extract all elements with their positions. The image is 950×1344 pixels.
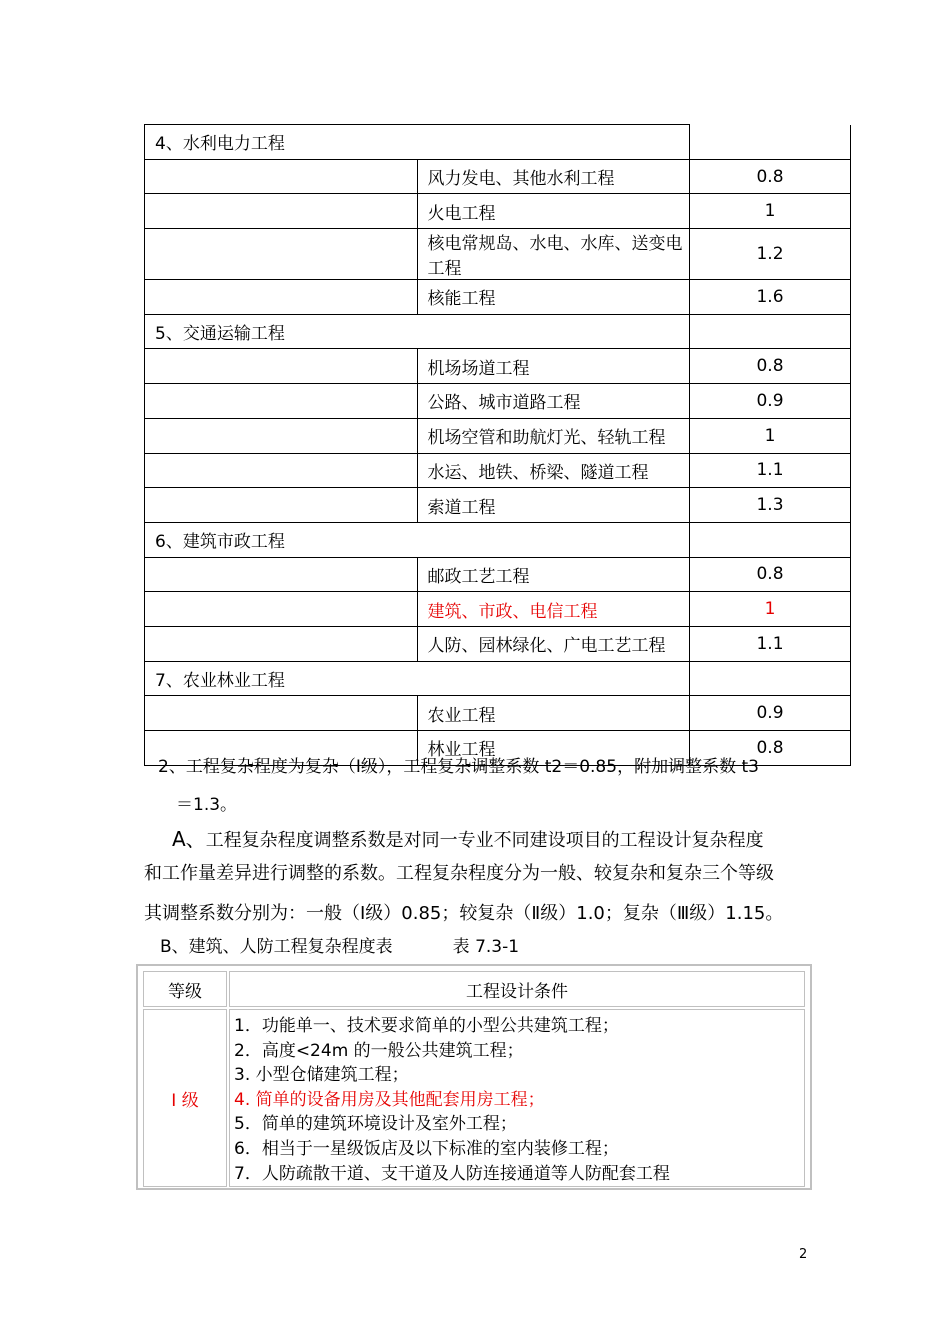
indent-cell [145, 418, 418, 453]
item-row [145, 626, 851, 661]
indent-cell [145, 696, 418, 731]
paragraph-a-marker: A、 [172, 827, 206, 851]
category-label: 6、建筑市政工程 [145, 522, 690, 557]
item-label: 火电工程 [417, 194, 690, 229]
indent-cell [145, 488, 418, 523]
condition-item: 6．相当于一星级饭店及以下标准的室内装修工程； [234, 1138, 619, 1159]
indent-cell [145, 159, 418, 194]
item-row [145, 194, 851, 229]
category-label: 5、交通运输工程 [145, 314, 690, 349]
indent-cell [145, 384, 418, 419]
condition-item: 7．人防疏散干道、支干道及人防连接通道等人防配套工程 [234, 1163, 670, 1184]
condition-item: 3. 小型仓储建筑工程； [234, 1065, 409, 1086]
item-label: 邮政工艺工程 [417, 557, 690, 592]
item-label: 人防、园林绿化、广电工艺工程 [417, 626, 690, 661]
complexity-note-line-2: ＝1.3。 [176, 795, 238, 815]
indent-cell [145, 280, 418, 315]
item-coefficient: 1 [690, 592, 851, 627]
item-label: 索道工程 [417, 488, 690, 523]
item-row [145, 159, 851, 194]
complexity-table [141, 969, 807, 1189]
item-row [145, 229, 851, 280]
item-coefficient: 0.9 [690, 696, 851, 731]
item-coefficient: 0.9 [690, 384, 851, 419]
paragraph-a-line-3: 其调整系数分别为：一般（Ⅰ级）0.85；较复杂（Ⅱ级）1.0；复杂（Ⅲ级）1.15。 [144, 903, 784, 924]
indent-cell [145, 626, 418, 661]
paragraph-a-line-2: 和工作量差异进行调整的系数。工程复杂程度分为一般、较复杂和复杂三个等级 [144, 863, 774, 884]
item-label: 核电常规岛、水电、水库、送变电工程 [417, 229, 690, 280]
item-coefficient: 1 [690, 418, 851, 453]
item-row [145, 418, 851, 453]
category-value-empty [690, 522, 851, 557]
category-value-empty [690, 314, 851, 349]
coefficient-table [144, 124, 851, 766]
indent-cell [145, 229, 418, 280]
item-row [145, 696, 851, 731]
complexity-row-grade-1 [143, 1009, 805, 1187]
item-label: 公路、城市道路工程 [417, 384, 690, 419]
item-label: 建筑、市政、电信工程 [417, 592, 690, 627]
table-number: 表 7.3-1 [452, 937, 520, 957]
paragraph-b-title: B、建筑、人防工程复杂程度表 [160, 937, 393, 957]
item-row [145, 453, 851, 488]
category-label: 4、水利电力工程 [145, 125, 690, 160]
item-coefficient: 0.8 [690, 159, 851, 194]
item-row [145, 384, 851, 419]
category-row [145, 522, 851, 557]
category-row [145, 661, 851, 696]
condition-item: 1．功能单一、技术要求简单的小型公共建筑工程； [234, 1016, 619, 1036]
item-coefficient: 1 [690, 194, 851, 229]
page-number: 2 [799, 1247, 808, 1262]
condition-item: 4. 简单的设备用房及其他配套用房工程； [234, 1089, 545, 1110]
item-row [145, 592, 851, 627]
indent-cell [145, 194, 418, 229]
item-label: 核能工程 [417, 280, 690, 315]
complexity-table-header [143, 971, 805, 1007]
item-row [145, 488, 851, 523]
indent-cell [145, 349, 418, 384]
item-label: 农业工程 [417, 696, 690, 731]
item-coefficient: 1.3 [690, 488, 851, 523]
item-row [145, 557, 851, 592]
indent-cell [145, 453, 418, 488]
category-row [145, 314, 851, 349]
indent-cell [145, 557, 418, 592]
coefficient-table-body [145, 125, 851, 766]
category-value-empty [690, 661, 851, 696]
complexity-table-frame [136, 964, 812, 1190]
paragraph-a-line-1 [172, 823, 764, 852]
conditions-cell [229, 1009, 805, 1187]
category-row [145, 125, 851, 160]
item-label: 机场空管和助航灯光、轻轨工程 [417, 418, 690, 453]
paragraph-b [160, 932, 519, 957]
item-coefficient: 1.6 [690, 280, 851, 315]
item-row [145, 280, 851, 315]
condition-item: 5．简单的建筑环境设计及室外工程； [234, 1114, 517, 1135]
condition-item: 2．高度<24m 的一般公共建筑工程； [234, 1040, 524, 1061]
paragraph-a-text-1: 工程复杂程度调整系数是对同一专业不同建设项目的工程设计复杂程度 [205, 830, 764, 851]
item-label: 林业工程 [417, 731, 690, 766]
item-label: 水运、地铁、桥梁、隧道工程 [417, 453, 690, 488]
item-coefficient: 0.8 [690, 731, 851, 766]
category-label: 7、农业林业工程 [145, 661, 690, 696]
item-label: 机场场道工程 [417, 349, 690, 384]
item-label: 风力发电、其他水利工程 [417, 159, 690, 194]
header-grade: 等级 [143, 971, 227, 1007]
item-coefficient: 0.8 [690, 349, 851, 384]
indent-cell [145, 592, 418, 627]
category-value-empty [690, 125, 851, 160]
item-coefficient: 1.2 [690, 229, 851, 280]
item-coefficient: 1.1 [690, 453, 851, 488]
item-coefficient: 1.1 [690, 626, 851, 661]
header-conditions: 工程设计条件 [229, 971, 805, 1007]
item-coefficient: 0.8 [690, 557, 851, 592]
item-row [145, 349, 851, 384]
grade-cell: Ⅰ 级 [143, 1009, 227, 1187]
complexity-note-line-1: 2、工程复杂程度为复杂（Ⅰ级），工程复杂调整系数 t2＝0.85，附加调整系数 t3 [158, 757, 759, 777]
